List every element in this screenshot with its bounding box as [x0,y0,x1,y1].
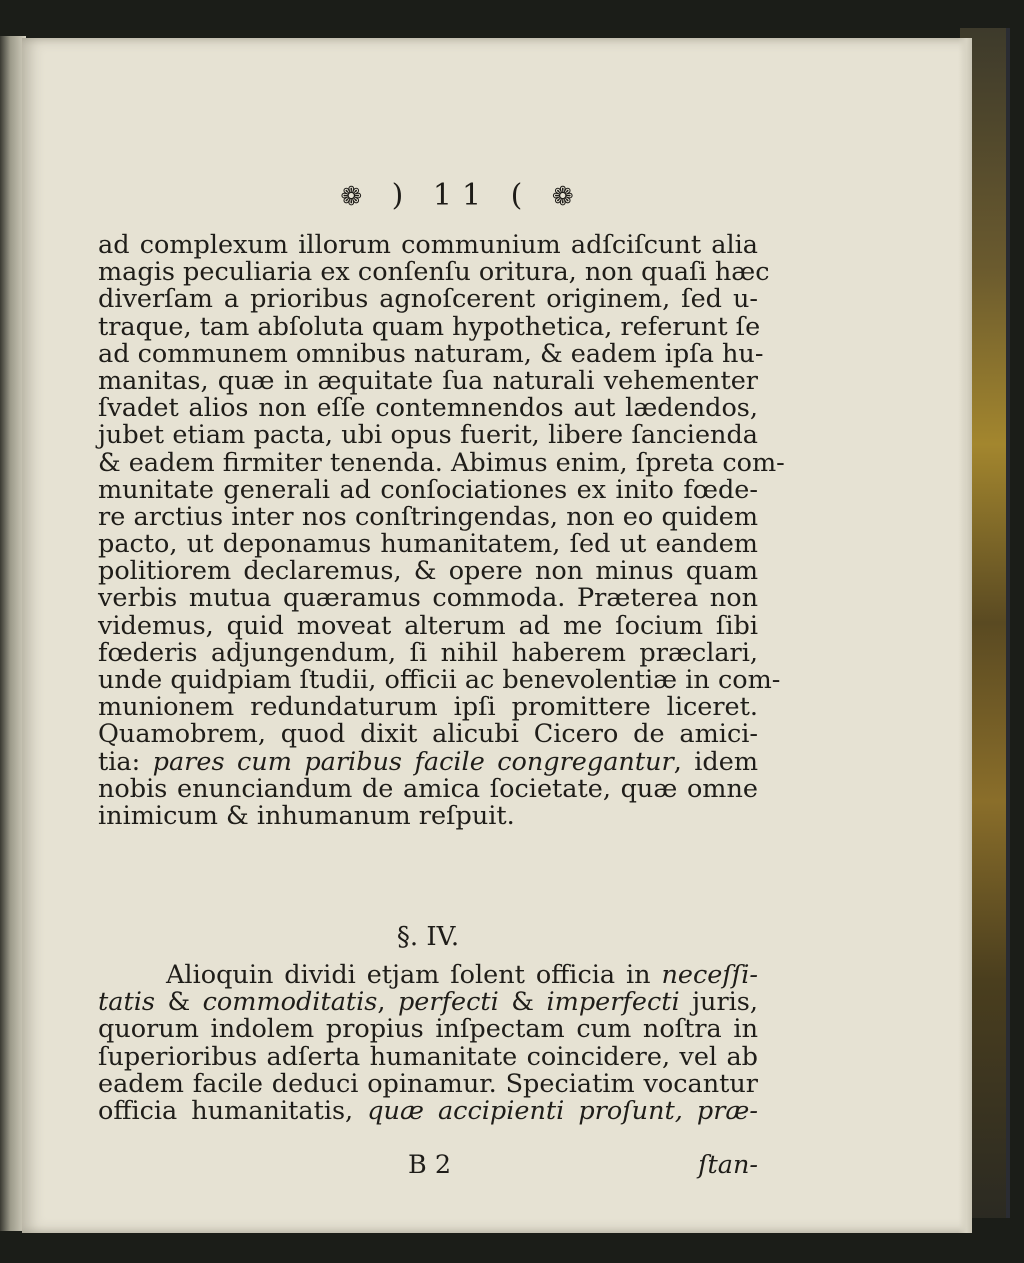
italic-term: neceſſi- [661,960,758,990]
italic-term: imperfecti [546,987,680,1018]
text-line: munitate generali ad conſociationes ex inito fœde- [98,474,758,505]
italic-term: tatis [98,987,155,1018]
text-line: quorum indolem propius inſpectam cum noſtra in [98,1014,758,1045]
text-line: eadem facile deduci opinamur. Speciatim vocantur [98,1068,758,1099]
text-line: inimicum & inhumanum reſpuit. [98,800,515,831]
page-header [22,178,902,213]
paragraph-two [98,962,758,1125]
text-segment: , idem [673,746,759,777]
text-segment: officia humanitatis, [98,1095,354,1126]
text-line: & eadem firmiter tenenda. Abimus enim, ſpreta com- [98,447,785,478]
text-line: nobis enunciandum de amica ſocietate, quæ omne [98,773,758,804]
text-line: ſuperioribus adſerta humanitate coincidere, vel ab [98,1041,758,1072]
signature-mark: B 2 [408,1150,452,1180]
text-segment: juris, [692,987,758,1018]
text-line: unde quidpiam ſtudii, officii ac benevolentiæ in com- [98,665,781,695]
text-line: re arctius inter nos conſtringendas, non eo quidem [98,501,758,532]
italic-term: perfecti [397,987,499,1018]
text-line: ad complexum illorum communium adſciſcunt alia [98,230,758,260]
text-line: ad communem omnibus naturam, & eadem ipſa hu- [98,338,764,369]
text-line [98,989,758,1016]
text-line: pacto, ut deponamus humanitatem, ſed ut eandem [98,529,758,560]
page-number: ) 11 ( [391,178,533,213]
book-page [22,38,972,1233]
text-line: traque, tam abſoluta quam hypothetica, referunt ſe [98,311,761,342]
text-segment: Alioquin dividi etjam ſolent officia in [166,960,651,990]
text-line [98,962,758,989]
ornament-left-icon: ❁ [340,182,373,212]
text-line: ſvadet alios non eſſe contemnendos aut lædendos, [98,393,758,424]
text-segment: , [377,987,386,1018]
catchword: ſtan- [698,1150,758,1180]
page-footer [98,1150,758,1180]
section-heading: §. IV. [396,922,460,952]
text-line: Quamobrem, quod dixit alicubi Cicero de amici- [98,719,758,750]
text-line: jubet etiam pacta, ubi opus fuerit, libere ſancienda [98,420,758,451]
italic-quote: pares cum paribus facile congregantur [152,746,674,777]
text-line: fœderis adjungendum, ſi nihil haberem præclari, [98,637,758,668]
italic-term: commoditatis [202,987,378,1018]
text-line [98,1095,758,1126]
text-segment: tia: [98,746,141,777]
text-segment: & [511,987,534,1018]
text-line: videmus, quid moveat alterum ad me ſocium ſibi [98,610,758,641]
paragraph-one [98,230,785,831]
text-line: diverſam a prioribus agnoſcerent originem, ſed u- [98,284,758,315]
text-line: verbis mutua quæramus commoda. Præterea non [98,583,758,614]
text-line: magis peculiaria ex conſenſu oritura, non quaſi hæc [98,257,770,288]
text-line: politiorem declaremus, & opere non minus quam [98,556,758,587]
text-line: manitas, quæ in æquitate ſua naturali vehementer [98,365,758,396]
text-line: munionem redundaturum ipſi promittere liceret. [98,692,758,723]
italic-term: quæ accipienti proſunt, præ- [367,1095,758,1126]
text-line-with-quote [98,746,759,777]
text-segment: & [167,987,191,1018]
ornament-right-icon: ❁ [551,182,584,212]
